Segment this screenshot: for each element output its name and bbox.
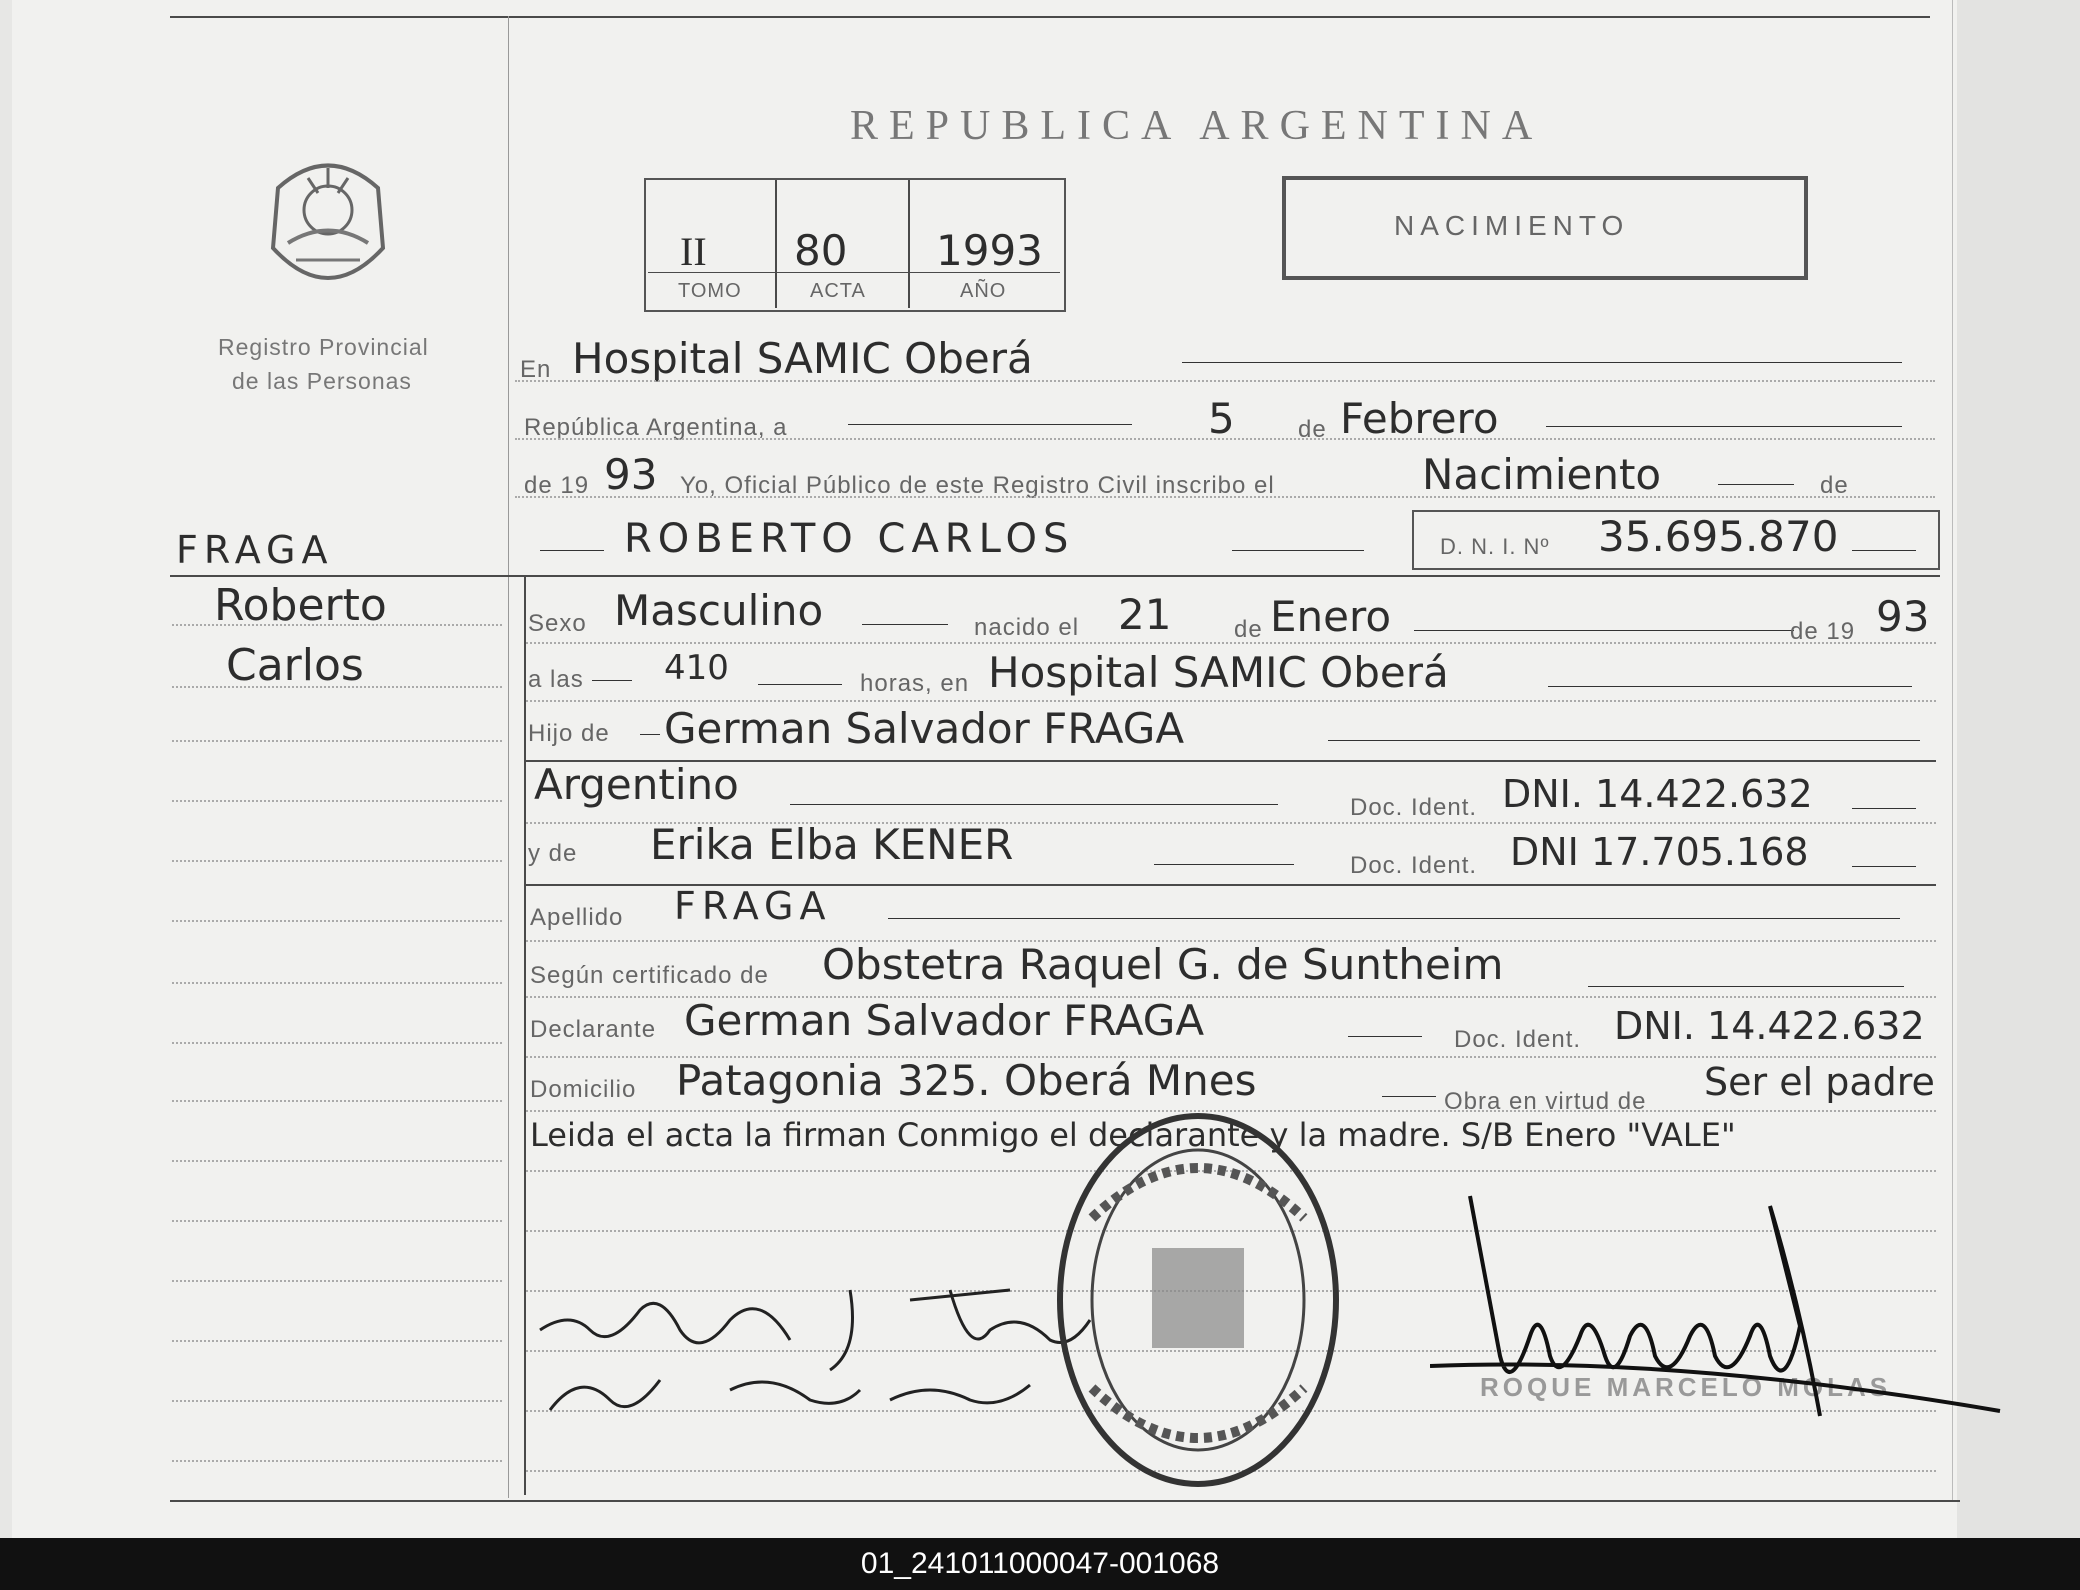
field-surname: FRAGA bbox=[674, 884, 832, 928]
anio-label: AÑO bbox=[960, 280, 1007, 302]
margin-given-2: Carlos bbox=[226, 640, 364, 691]
field-reg-year: 93 bbox=[604, 450, 658, 499]
label-a-las: a las bbox=[528, 666, 584, 693]
field-place: Hospital SAMIC Oberá bbox=[572, 334, 1033, 383]
row-dotted-line bbox=[515, 380, 1935, 382]
field-certificate: Obstetra Raquel G. de Suntheim bbox=[822, 940, 1504, 989]
field-mother: Erika Elba KENER bbox=[650, 820, 1014, 869]
margin-line bbox=[172, 686, 502, 688]
fill-line bbox=[1232, 550, 1364, 551]
fill-line bbox=[1718, 484, 1794, 485]
label-domicilio: Domicilio bbox=[530, 1076, 637, 1103]
fill-line bbox=[1414, 630, 1794, 631]
label-doc-ident-2: Doc. Ident. bbox=[1350, 852, 1478, 879]
label-dni: D. N. I. Nº bbox=[1440, 534, 1550, 559]
fill-line bbox=[1588, 986, 1904, 987]
field-declarant-doc: DNI. 14.422.632 bbox=[1614, 1004, 1925, 1048]
field-virtue: Ser el padre bbox=[1704, 1060, 1935, 1104]
field-birth-day: 21 bbox=[1118, 590, 1172, 639]
officer-signature bbox=[1430, 1186, 2010, 1476]
label-horas-en: horas, en bbox=[860, 670, 970, 697]
label-republica: República Argentina, a bbox=[524, 414, 788, 441]
fill-line bbox=[848, 424, 1132, 425]
fill-line bbox=[1546, 426, 1902, 427]
label-doc-ident-3: Doc. Ident. bbox=[1454, 1026, 1582, 1053]
margin-line bbox=[172, 860, 502, 862]
label-en: En bbox=[520, 356, 552, 383]
margin-line bbox=[172, 1460, 502, 1462]
margin-line bbox=[172, 920, 502, 922]
label-y-de: y de bbox=[528, 840, 578, 867]
label-nacido-el: nacido el bbox=[974, 614, 1080, 641]
fill-line bbox=[1154, 864, 1294, 865]
fill-line bbox=[758, 684, 842, 685]
label-obra-virtud: Obra en virtud de bbox=[1444, 1088, 1647, 1115]
field-father: German Salvador FRAGA bbox=[664, 704, 1185, 753]
fill-line bbox=[1852, 808, 1916, 809]
declarant-signature bbox=[530, 1270, 1130, 1430]
tomo-label: TOMO bbox=[678, 280, 742, 302]
fill-line bbox=[1348, 1036, 1422, 1037]
label-sexo: Sexo bbox=[528, 610, 587, 637]
fill-line bbox=[888, 918, 1900, 919]
field-dni: 35.695.870 bbox=[1598, 512, 1839, 561]
registry-line-2: de las Personas bbox=[232, 368, 412, 394]
fill-line bbox=[1852, 550, 1916, 551]
label-segun-cert: Según certificado de bbox=[530, 962, 769, 989]
fill-line bbox=[1328, 740, 1920, 741]
margin-line bbox=[172, 1042, 502, 1044]
record-type: NACIMIENTO bbox=[1394, 210, 1630, 241]
margin-line bbox=[172, 740, 502, 742]
field-birth-month: Enero bbox=[1270, 592, 1392, 641]
margin-line bbox=[172, 982, 502, 984]
official-stamp-icon bbox=[1052, 1108, 1344, 1492]
margin-line bbox=[172, 1400, 502, 1402]
field-name: ROBERTO CARLOS bbox=[624, 516, 1075, 562]
fill-line bbox=[1548, 686, 1912, 687]
margin-line bbox=[172, 1280, 502, 1282]
footer-caption: 01_241011000047-001068 bbox=[0, 1538, 2080, 1590]
top-rule bbox=[170, 16, 1930, 18]
label-de-2: de bbox=[1820, 472, 1849, 499]
acta-value: 80 bbox=[794, 226, 848, 275]
row-dotted-line bbox=[515, 496, 1935, 498]
label-yo-oficial: Yo, Oficial Público de este Registro Civil inscribo el bbox=[680, 472, 1275, 499]
margin-line bbox=[172, 624, 502, 626]
label-de-19: de 19 bbox=[524, 472, 590, 499]
margin-line bbox=[172, 1100, 502, 1102]
field-reg-month: Febrero bbox=[1340, 394, 1499, 443]
anio-value: 1993 bbox=[936, 226, 1043, 275]
acta-label: ACTA bbox=[810, 280, 866, 302]
fill-line bbox=[1182, 362, 1902, 363]
id-col-divider-1 bbox=[775, 180, 777, 308]
officer-stamp: ROQUE MARCELO MOLAS bbox=[1480, 1372, 1892, 1402]
margin-line bbox=[172, 1340, 502, 1342]
label-hijo-de: Hijo de bbox=[528, 720, 610, 747]
field-reg-day: 5 bbox=[1208, 394, 1235, 443]
field-mother-doc: DNI 17.705.168 bbox=[1510, 830, 1809, 874]
fill-line bbox=[592, 680, 632, 681]
field-declarant: German Salvador FRAGA bbox=[684, 996, 1205, 1045]
row-dotted-line bbox=[515, 438, 1935, 440]
label-de-19-b: de 19 bbox=[1790, 618, 1856, 645]
row-dotted-line bbox=[526, 642, 1936, 644]
label-apellido: Apellido bbox=[530, 904, 624, 931]
registry-line-1: Registro Provincial bbox=[218, 334, 429, 360]
label-doc-ident-1: Doc. Ident. bbox=[1350, 794, 1478, 821]
field-sex: Masculino bbox=[614, 586, 824, 635]
margin-given-1: Roberto bbox=[214, 580, 387, 631]
provincial-seal-icon bbox=[258, 148, 398, 298]
country-title: REPUBLICA ARGENTINA bbox=[850, 103, 1544, 149]
fill-line bbox=[862, 624, 948, 625]
margin-surname: FRAGA bbox=[176, 528, 334, 572]
section-rule bbox=[170, 575, 1940, 577]
label-de-3: de bbox=[1234, 616, 1263, 643]
field-hour: 410 bbox=[664, 648, 729, 688]
fill-line bbox=[1852, 866, 1916, 867]
field-note: Leida el acta la firman Conmigo el declarante y la madre. S/B Enero "VALE" bbox=[530, 1116, 1736, 1154]
fill-line bbox=[540, 550, 604, 551]
margin-line bbox=[172, 1160, 502, 1162]
margin-divider bbox=[508, 16, 509, 1498]
field-birth-year: 93 bbox=[1876, 592, 1930, 641]
field-event: Nacimiento bbox=[1422, 450, 1662, 499]
field-address: Patagonia 325. Oberá Mnes bbox=[676, 1056, 1257, 1105]
field-father-doc: DNI. 14.422.632 bbox=[1502, 772, 1813, 816]
row-dotted-line bbox=[526, 700, 1936, 702]
bottom-rule bbox=[170, 1500, 1960, 1502]
label-de: de bbox=[1298, 416, 1327, 443]
fill-line bbox=[640, 734, 660, 735]
margin-line bbox=[172, 1220, 502, 1222]
field-birth-place: Hospital SAMIC Oberá bbox=[988, 648, 1449, 697]
margin-line bbox=[172, 800, 502, 802]
id-col-divider-2 bbox=[908, 180, 910, 308]
body-left-border bbox=[524, 575, 526, 1495]
field-father-nationality: Argentino bbox=[534, 760, 739, 809]
tomo-value: II bbox=[680, 229, 707, 274]
label-declarante: Declarante bbox=[530, 1016, 657, 1043]
fill-line bbox=[790, 804, 1278, 805]
fill-line bbox=[1382, 1096, 1436, 1097]
